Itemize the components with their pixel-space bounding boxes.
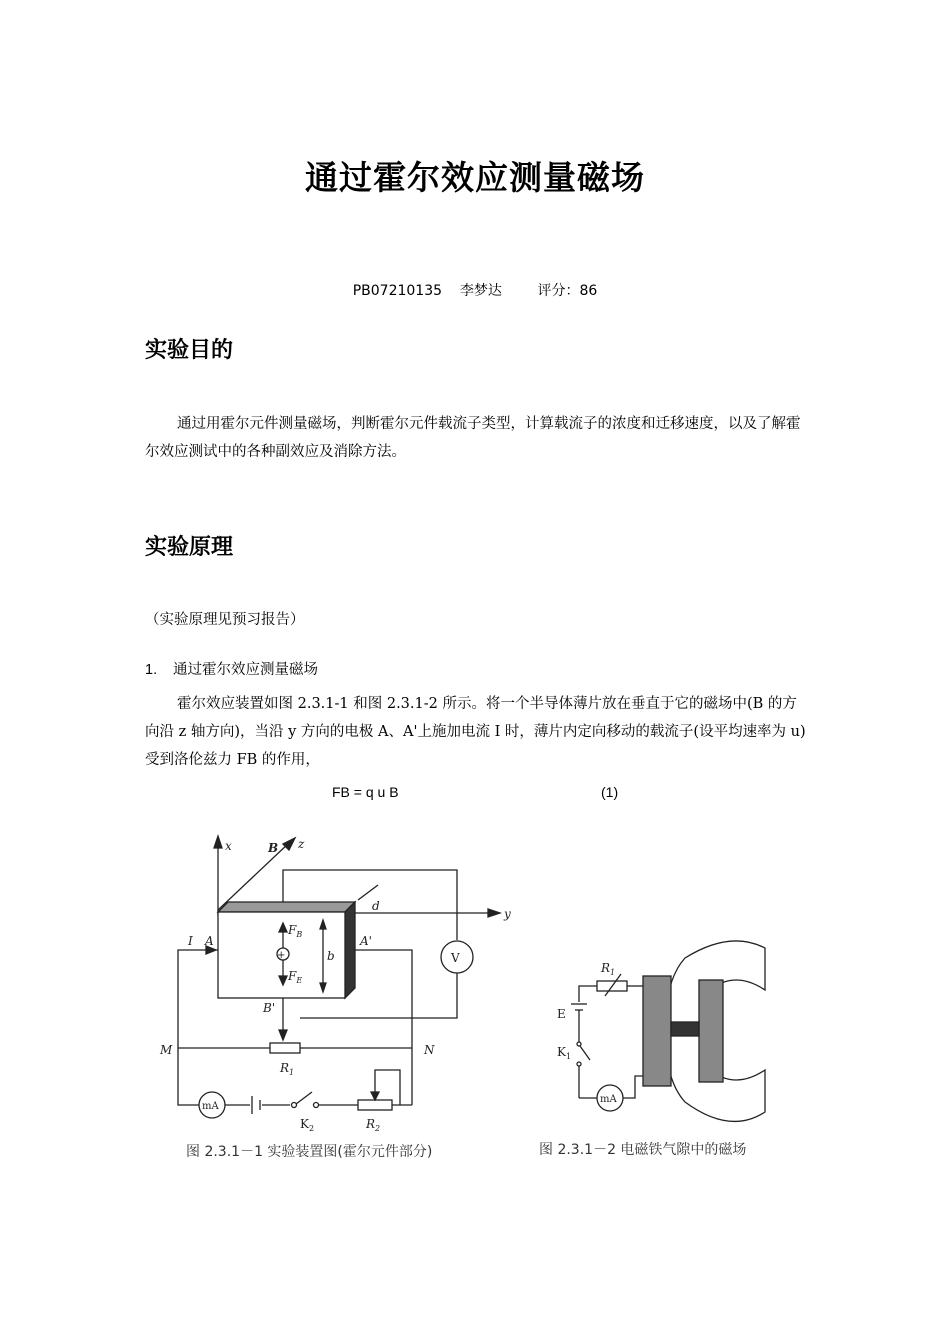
student-name: 李梦达 <box>459 283 502 299</box>
label-a: A <box>205 934 214 948</box>
label-current: I <box>188 934 193 948</box>
label-r1-fig2: $R_1$ <box>601 961 616 977</box>
slab-top-face <box>218 902 355 912</box>
label-y: y <box>504 907 511 921</box>
y-axis-arrow <box>488 909 500 917</box>
label-a-prime: A' <box>360 934 372 948</box>
formula-number: (1) <box>601 784 619 800</box>
slab-side-face <box>345 902 355 998</box>
label-b-field: B <box>268 841 279 855</box>
principle-note: （实验原理见预习报告） <box>145 612 305 628</box>
b-field-arrow <box>283 838 295 850</box>
switch-k1-terminal-2 <box>577 1062 581 1066</box>
label-ammeter-fig2: mA <box>600 1094 617 1105</box>
coil-right <box>699 980 723 1082</box>
r1-resistor-icon <box>270 1043 300 1053</box>
label-force-e: $F_E$ <box>288 969 303 985</box>
figure-2-caption: 图 2.3.1－2 电磁铁气隙中的磁场 <box>539 1142 747 1158</box>
label-z: z <box>298 837 305 851</box>
label-x: x <box>225 839 232 853</box>
wire-ammeter-right <box>623 1076 643 1098</box>
list-item <box>145 658 318 679</box>
wire-left-top <box>579 986 597 1002</box>
list-item-title: 通过霍尔效应测量磁场 <box>173 662 318 678</box>
figure-electromagnet <box>535 930 810 1170</box>
label-k2: $K_2$ <box>300 1117 315 1133</box>
formula: FB = q u B <box>332 784 399 800</box>
author-line <box>0 280 950 300</box>
switch-terminal-2 <box>314 1103 319 1108</box>
label-n: N <box>424 1043 435 1057</box>
d-marker-line <box>358 885 378 900</box>
label-m: M <box>160 1043 173 1057</box>
score: 评分：86 <box>537 283 598 299</box>
r1-slider-arrow <box>279 1030 287 1040</box>
label-e: E <box>557 1007 566 1021</box>
wire-current-left <box>178 950 218 1105</box>
label-ammeter: mA <box>202 1101 219 1112</box>
label-b-dim: b <box>327 949 335 963</box>
purpose-paragraph: 通过用霍尔元件测量磁场，判断霍尔元件载流子类型，计算载流子的浓度和迁移速度，以及了解霍尔效应测试中的各种副效应及消除方法。 <box>145 416 801 460</box>
label-r2: $R_2$ <box>366 1117 381 1133</box>
section-heading-principle: 实验原理 <box>145 535 234 560</box>
label-b-prime: B' <box>263 1001 276 1015</box>
label-voltmeter: V <box>451 951 460 965</box>
wire-a-prime <box>355 950 412 1048</box>
figure-1-caption: 图 2.3.1－1 实验装置图(霍尔元件部分) <box>186 1144 433 1160</box>
switch-k1-blade <box>580 1046 590 1060</box>
principle-paragraph: 霍尔效应装置如图 2.3.1-1 和图 2.3.1-2 所示。将一个半导体薄片放在垂直于它的磁场中(B 的方向沿 z 轴方向)，当沿 y 方向的电极 A、A'上施加电流 I 时，薄片内定向移动的载流子(设平均速率为 u)受到洛伦兹力 FB 的作用， <box>145 696 806 768</box>
document-title: 通过霍尔效应测量磁场 <box>305 158 645 197</box>
section-heading-purpose: 实验目的 <box>145 338 234 363</box>
figure-hall-apparatus <box>150 830 530 1170</box>
x-axis-arrow <box>214 836 222 848</box>
label-k1: $K_1$ <box>557 1045 572 1061</box>
switch-k2-blade <box>296 1092 312 1104</box>
r2-resistor-icon <box>358 1100 392 1110</box>
switch-k1-terminal-1 <box>577 1042 581 1046</box>
label-plus: + <box>277 950 286 961</box>
r2-slider-arrow <box>371 1092 379 1100</box>
label-force-b: $F_B$ <box>288 923 303 939</box>
coil-left <box>643 976 671 1086</box>
student-id: PB07210135 <box>352 283 443 299</box>
label-d: d <box>372 899 380 913</box>
list-item-number: 1. <box>145 662 158 678</box>
air-gap-sample <box>671 1022 699 1036</box>
switch-terminal-1 <box>292 1103 297 1108</box>
label-r1: $R_1$ <box>280 1061 295 1077</box>
